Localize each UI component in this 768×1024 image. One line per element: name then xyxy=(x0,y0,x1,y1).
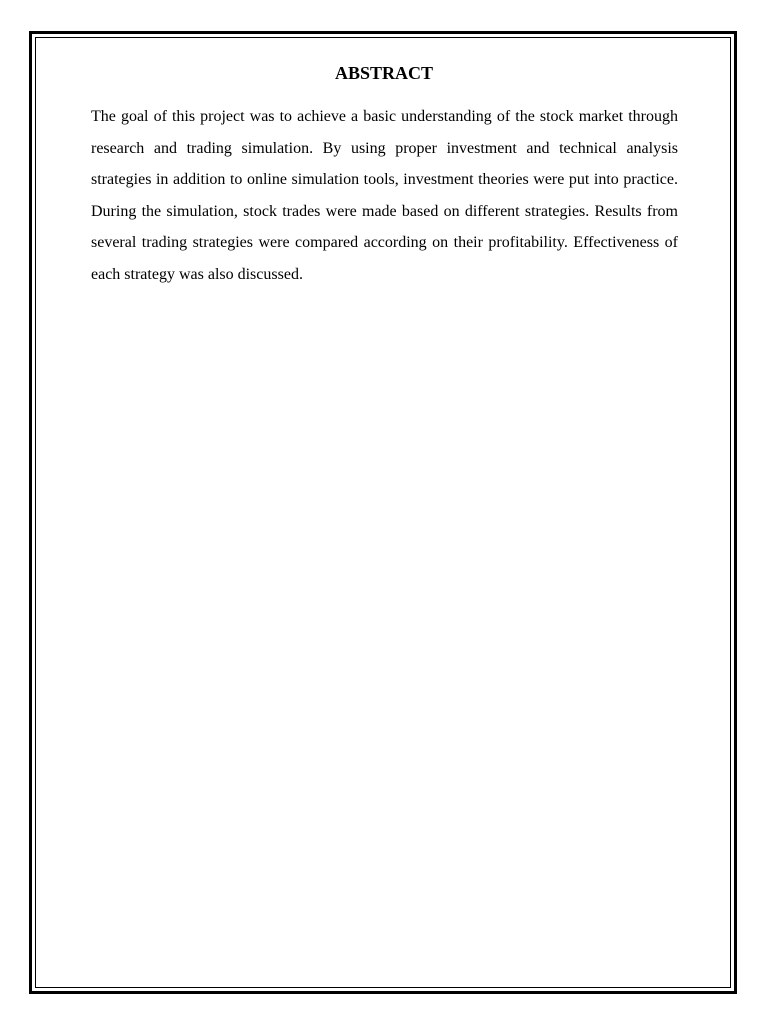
abstract-heading: ABSTRACT xyxy=(334,63,434,83)
abstract-paragraph: The goal of this project was to achieve a basic understanding of the stock market through research and trading simulation. By using proper investment and technical analysis strategies in addition to online simulation tools, investment theories were put into practice. During the simulation, stock trades were made based on different strategies. Results from several trading strategies were compared according on their profitability. Effectiveness of each strategy was also discussed. xyxy=(91,108,678,283)
